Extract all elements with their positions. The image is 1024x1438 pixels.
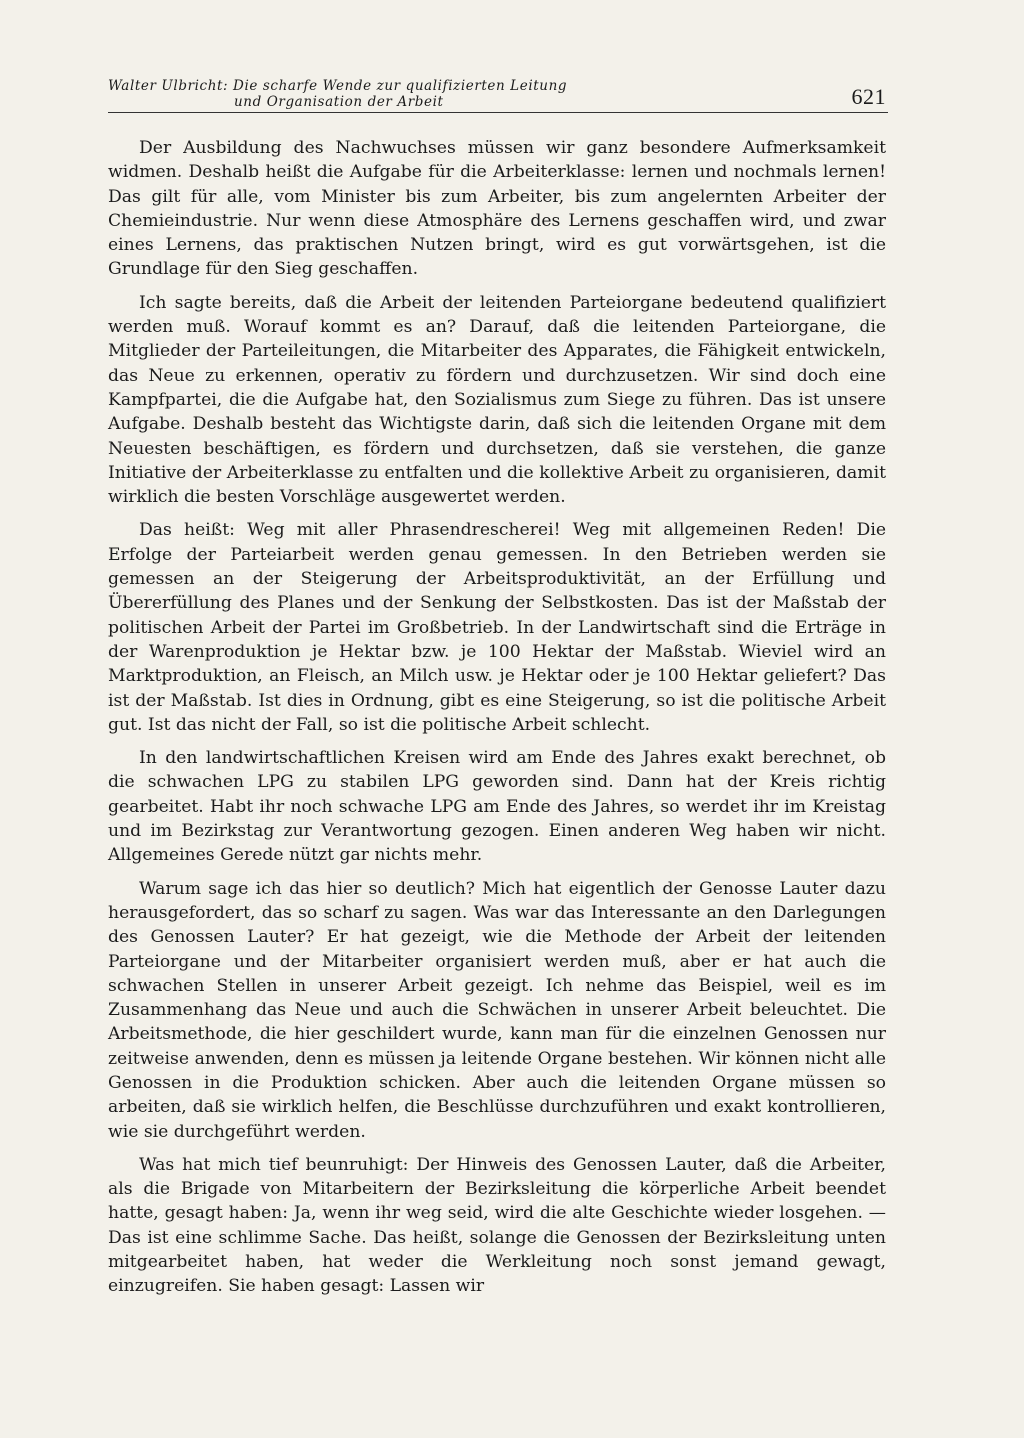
running-header xyxy=(108,78,888,113)
paragraph: Warum sage ich das hier so deutlich? Mich hat eigentlich der Genosse Lauter dazu herausgefordert, das so scharf zu sagen. Was war das Interessante an den Darlegungen des Genossen Lauter? Er hat gezeigt, wie die Methode der Arbeit der leitenden Parteiorgane und der Mitarbeiter organisiert werden muß, aber er hat auch die schwachen Stellen in unserer Arbeit gezeigt. Ich nehme das Beispiel, weil es im Zusammenhang das Neue und auch die Schwächen in unserer Arbeit beleuchtet. Die Arbeitsmethode, die hier geschildert wurde, kann man für die einzelnen Genossen nur zeitweise anwenden, denn es müssen ja leitende Organe bestehen. Wir können nicht alle Genossen in die Produktion schicken. Aber auch die leitenden Organe müssen so arbeiten, daß sie wirklich helfen, die Beschlüsse durchzuführen und exakt kontrollieren, wie sie durchgeführt werden. xyxy=(108,878,886,1142)
paragraph: In den landwirtschaftlichen Kreisen wird am Ende des Jahres exakt berechnet, ob die schwachen LPG zu stabilen LPG geworden sind. Dann hat der Kreis richtig gearbeitet. Habt ihr noch schwache LPG am Ende des Jahres, so werdet ihr im Kreistag und im Bezirkstag zur Verantwortung gezogen. Einen anderen Weg haben wir nicht. Allgemeines Gerede nützt gar nichts mehr. xyxy=(108,748,886,866)
paragraph: Das heißt: Weg mit aller Phrasendrescherei! Weg mit allgemeinen Reden! Die Erfolge der Parteiarbeit werden genau gemessen. In den Betrieben werden sie gemessen an der Steigerung der Arbeitsproduktivität, an der Erfüllung und Übererfüllung des Planes und der Senkung der Selbstkosten. Das ist der Maßstab der politischen Arbeit der Partei im Großbetrieb. In der Landwirtschaft sind die Erträge in der Warenproduktion je Hektar bzw. je 100 Hektar der Maßstab. Wieviel wird an Marktproduktion, an Fleisch, an Milch usw. je Hektar oder je 100 Hektar geliefert? Das ist der Maßstab. Ist dies in Ordnung, gibt es eine Steigerung, so ist die politische Arbeit gut. Ist das nicht der Fall, so ist die politische Arbeit schlecht. xyxy=(108,520,886,735)
paragraph: Ich sagte bereits, daß die Arbeit der leitenden Parteiorgane bedeutend qualifiziert werden muß. Worauf kommt es an? Darauf, daß die leitenden Parteiorgane, die Mitglieder der Parteileitungen, die Mitarbeiter des Apparates, die Fähigkeit entwickeln, das Neue zu erkennen, operativ zu fördern und durchzusetzen. Wir sind doch eine Kampfpartei, die die Aufgabe hat, den Sozialismus zum Siege zu führen. Das ist unsere Aufgabe. Deshalb besteht das Wichtigste darin, daß sich die leitenden Organe mit dem Neuesten beschäftigen, es fördern und durchsetzen, daß sie verstehen, die ganze Initiative der Arbeiterklasse zu entfalten und die kollektive Arbeit zu organisieren, damit wirklich die besten Vorschläge ausgewertet werden. xyxy=(108,292,886,508)
paragraph: Was hat mich tief beunruhigt: Der Hinweis des Genossen Lauter, daß die Arbeiter, als die Brigade von Mitarbeitern der Bezirksleitung die körperliche Arbeit beendet hatte, gesagt haben: Ja, wenn ihr weg seid, wird die alte Geschichte wieder losgehen. — Das ist eine schlimme Sache. Das heißt, solange die Genossen der Bezirksleitung unten mitgearbeitet haben, hat weder die Werkleitung noch sonst jemand gewagt, einzugreifen. Sie haben gesagt: Lassen wir xyxy=(108,1154,886,1297)
page-number: 621 xyxy=(851,84,886,109)
header-title xyxy=(108,78,567,110)
header-title-line-2: und Organisation der Arbeit xyxy=(234,94,444,110)
header-title-line-1: Walter Ulbricht: Die scharfe Wende zur qualifizierten Leitung xyxy=(108,78,568,94)
body-text xyxy=(108,136,886,1308)
paragraph: Der Ausbildung des Nachwuchses müssen wir ganz besondere Aufmerksamkeit widmen. Deshalb heißt die Aufgabe für die Arbeiterklasse: lernen und nochmals lernen! Das gilt für alle, vom Minister bis zum Arbeiter, bis zum angelernten Arbeiter der Chemieindustrie. Nur wenn diese Atmosphäre des Lernens geschaffen wird, und zwar eines Lernens, das praktischen Nutzen bringt, wird es gut vorwärtsgehen, ist die Grundlage für den Sieg geschaffen. xyxy=(108,138,886,280)
